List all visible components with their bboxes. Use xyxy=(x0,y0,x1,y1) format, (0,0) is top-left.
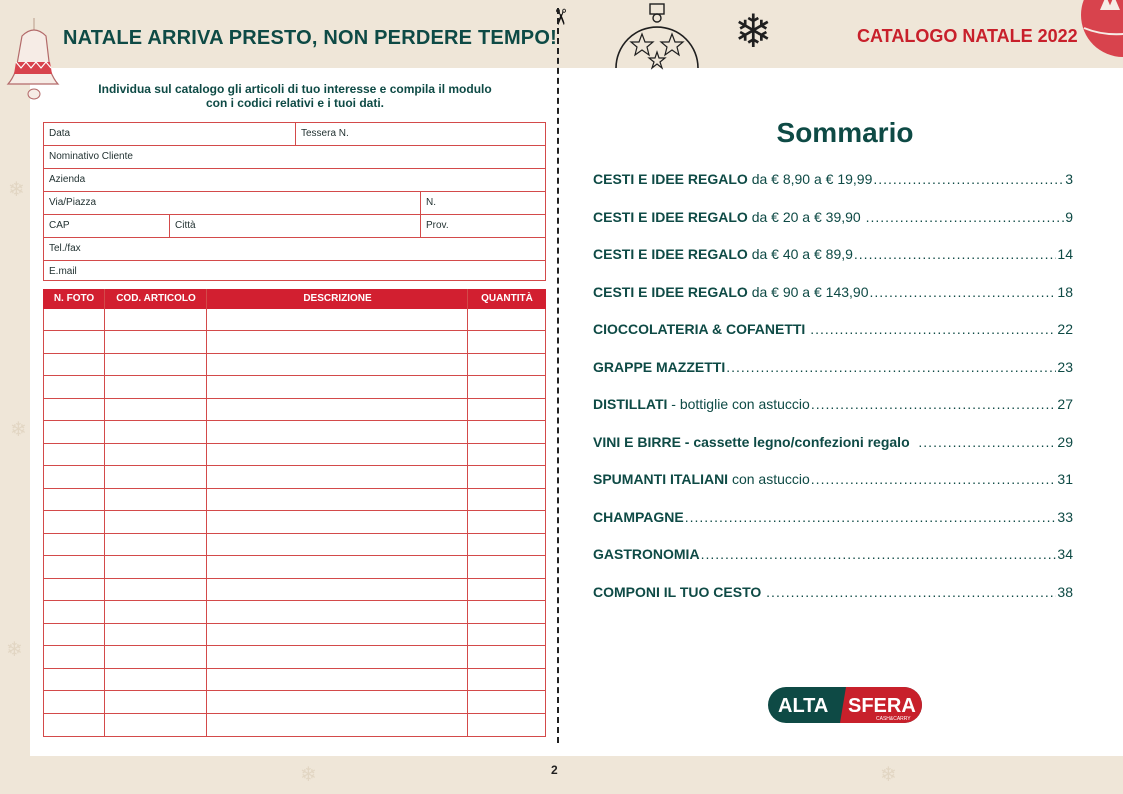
toc-page-number: 38 xyxy=(1057,583,1073,600)
toc-page-number: 14 xyxy=(1057,246,1073,262)
email-field[interactable] xyxy=(44,261,545,283)
order-table-body xyxy=(44,309,545,736)
snowflake-decoration-icon: ❄ xyxy=(10,419,27,441)
toc-entry[interactable] xyxy=(593,471,1073,491)
order-table-row[interactable] xyxy=(44,376,545,398)
toc-entry-subtitle xyxy=(805,321,809,337)
order-table-row[interactable] xyxy=(44,714,545,736)
toc-entry-title: CESTI E IDEE REGALO xyxy=(593,246,748,262)
order-table xyxy=(43,289,546,737)
field-label: CAP xyxy=(49,220,70,231)
column-header-quantity: QUANTITÀ xyxy=(481,293,533,304)
order-table-row[interactable] xyxy=(44,421,545,443)
toc-entry-title: CHAMPAGNE xyxy=(593,508,684,525)
toc-entry[interactable] xyxy=(593,284,1073,304)
red-ornament-icon xyxy=(1078,0,1123,60)
field-label: Prov. xyxy=(426,220,449,231)
toc-leader-dots xyxy=(766,584,1056,600)
scissors-icon: ✂ xyxy=(548,7,574,27)
toc-entry-title: COMPONI IL TUO CESTO xyxy=(593,583,762,600)
toc-leader-dots xyxy=(811,471,1057,487)
cut-line xyxy=(557,8,559,743)
toc-page-number: 3 xyxy=(1065,171,1073,187)
toc-entry-subtitle: da € 20 a € 39,90 xyxy=(747,208,865,225)
province-field[interactable] xyxy=(420,215,545,237)
page-number: 2 xyxy=(551,763,558,777)
toc-entry-title: GASTRONOMIA xyxy=(593,546,700,562)
toc-entry[interactable] xyxy=(593,246,1073,266)
order-table-row[interactable] xyxy=(44,669,545,691)
order-table-row[interactable] xyxy=(44,511,545,533)
snowflake-decoration-icon: ❄ xyxy=(300,764,317,786)
form-instructions xyxy=(44,82,546,110)
toc-leader-dots xyxy=(685,509,1057,525)
toc-leader-dots xyxy=(869,284,1056,300)
order-table-row[interactable] xyxy=(44,331,545,353)
order-table-row[interactable] xyxy=(44,309,545,331)
order-table-row[interactable] xyxy=(44,691,545,713)
street-field[interactable] xyxy=(44,192,420,214)
toc-entry[interactable] xyxy=(593,509,1073,529)
field-label: E.mail xyxy=(49,266,77,277)
toc-entry[interactable] xyxy=(593,546,1073,566)
christmas-ornament-icon xyxy=(612,0,702,70)
toc-page-number: 31 xyxy=(1057,471,1073,487)
toc-entry-title: SPUMANTI ITALIANI xyxy=(593,471,729,487)
toc-entry[interactable] xyxy=(593,434,1073,454)
instructions-line-1: Individua sul catalogo gli articoli di tuo interesse e compila il modulo xyxy=(98,82,492,96)
toc-leader-dots xyxy=(701,546,1057,562)
logo-text-sfera: SFERA xyxy=(848,695,916,717)
order-table-row[interactable] xyxy=(44,444,545,466)
toc-entry-subtitle: da € 8,90 a € 19,99 xyxy=(747,171,873,187)
toc-leader-dots xyxy=(810,321,1056,337)
column-header-description: DESCRIZIONE xyxy=(303,293,372,304)
field-label: Città xyxy=(175,220,196,231)
order-table-header xyxy=(43,289,546,309)
toc-entry-subtitle xyxy=(761,584,765,600)
sommario-title: Sommario xyxy=(776,117,914,148)
snowflake-icon: ❄ xyxy=(734,5,773,57)
toc-page-number: 22 xyxy=(1057,321,1073,337)
customer-name-field[interactable] xyxy=(44,146,545,168)
field-label: Tel./fax xyxy=(49,243,81,254)
order-table-row[interactable] xyxy=(44,624,545,646)
toc-entry[interactable] xyxy=(593,396,1073,416)
field-label: Via/Piazza xyxy=(49,197,97,208)
street-number-field[interactable] xyxy=(420,192,545,214)
toc-entry[interactable] xyxy=(593,171,1073,191)
order-table-row[interactable] xyxy=(44,579,545,601)
toc-entry-title: CESTI E IDEE REGALO xyxy=(593,171,748,187)
toc-entry-subtitle xyxy=(910,434,918,450)
card-number-field[interactable] xyxy=(295,123,545,145)
toc-entry[interactable] xyxy=(593,209,1073,229)
toc-page-number: 34 xyxy=(1057,546,1073,562)
catalog-title: CATALOGO NATALE 2022 xyxy=(857,26,1078,46)
toc-entry-subtitle: con astuccio xyxy=(728,471,810,487)
field-label: Nominativo Cliente xyxy=(49,151,133,162)
form-row xyxy=(44,215,545,238)
toc-entry[interactable] xyxy=(593,321,1073,341)
toc-page-number: 27 xyxy=(1057,396,1073,412)
field-label: Tessera N. xyxy=(301,128,349,139)
zip-field[interactable] xyxy=(44,215,169,237)
toc-leader-dots xyxy=(873,171,1064,187)
column-header-article-code: COD. ARTICOLO xyxy=(116,293,196,304)
toc-entry-subtitle: - bottiglie con astuccio xyxy=(667,396,810,412)
city-field[interactable] xyxy=(169,215,420,237)
toc-page-number: 33 xyxy=(1057,508,1073,525)
order-table-row[interactable] xyxy=(44,354,545,376)
toc-page-number: 29 xyxy=(1057,433,1073,450)
toc-entry-title: CESTI E IDEE REGALO xyxy=(593,208,748,225)
toc-leader-dots xyxy=(918,434,1056,450)
toc-entry-title: CIOCCOLATERIA & COFANETTI xyxy=(593,321,806,337)
alta-sfera-logo xyxy=(768,687,922,723)
toc-page-number: 9 xyxy=(1065,208,1073,225)
logo-text-alta: ALTA xyxy=(778,695,829,717)
toc-entry[interactable] xyxy=(593,359,1073,379)
phone-fax-field[interactable] xyxy=(44,238,545,260)
toc-leader-dots xyxy=(811,396,1057,412)
form-row xyxy=(44,192,545,215)
instructions-line-2: con i codici relativi e i tuoi dati. xyxy=(205,96,385,110)
order-table-row[interactable] xyxy=(44,601,545,623)
order-table-row[interactable] xyxy=(44,556,545,578)
order-table-row[interactable] xyxy=(44,534,545,556)
toc-page-number: 18 xyxy=(1057,283,1073,300)
form-row xyxy=(44,123,545,146)
toc-leader-dots xyxy=(854,246,1057,262)
field-label: Azienda xyxy=(49,174,86,185)
snowflake-decoration-icon: ❄ xyxy=(880,764,897,786)
form-row xyxy=(44,261,545,284)
company-field[interactable] xyxy=(44,169,545,191)
toc-entry-title: VINI E BIRRE - cassette legno/confezioni regalo xyxy=(593,433,910,450)
column-header-photo-number: N. FOTO xyxy=(53,293,95,304)
toc-entry-title: GRAPPE MAZZETTI xyxy=(593,358,726,375)
snowflake-decoration-icon: ❄ xyxy=(8,179,25,201)
toc-page-number: 23 xyxy=(1057,358,1073,375)
toc-entry-subtitle: da € 90 a € 143,90 xyxy=(747,283,869,300)
toc-entry[interactable] xyxy=(593,584,1073,604)
order-table-row[interactable] xyxy=(44,489,545,511)
order-table-row[interactable] xyxy=(44,646,545,668)
customer-form xyxy=(43,122,546,281)
form-row xyxy=(44,169,545,192)
toc-leader-dots xyxy=(726,359,1056,375)
order-table-row[interactable] xyxy=(44,466,545,488)
toc-leader-dots xyxy=(866,209,1065,225)
date-field[interactable] xyxy=(44,123,295,145)
logo-tagline: CASH&CARRY xyxy=(876,716,911,722)
toc-entry-subtitle: da € 40 a € 89,9 xyxy=(747,246,853,262)
toc-entry-title: DISTILLATI xyxy=(593,396,668,412)
form-row xyxy=(44,238,545,261)
snowflake-decoration-icon: ❄ xyxy=(6,639,23,661)
order-table-row[interactable] xyxy=(44,399,545,421)
field-label: Data xyxy=(49,128,71,139)
form-row xyxy=(44,146,545,169)
left-page-title: NATALE ARRIVA PRESTO, NON PERDERE TEMPO! xyxy=(63,27,557,49)
field-label: N. xyxy=(426,197,436,208)
toc-entry-title: CESTI E IDEE REGALO xyxy=(593,283,748,300)
